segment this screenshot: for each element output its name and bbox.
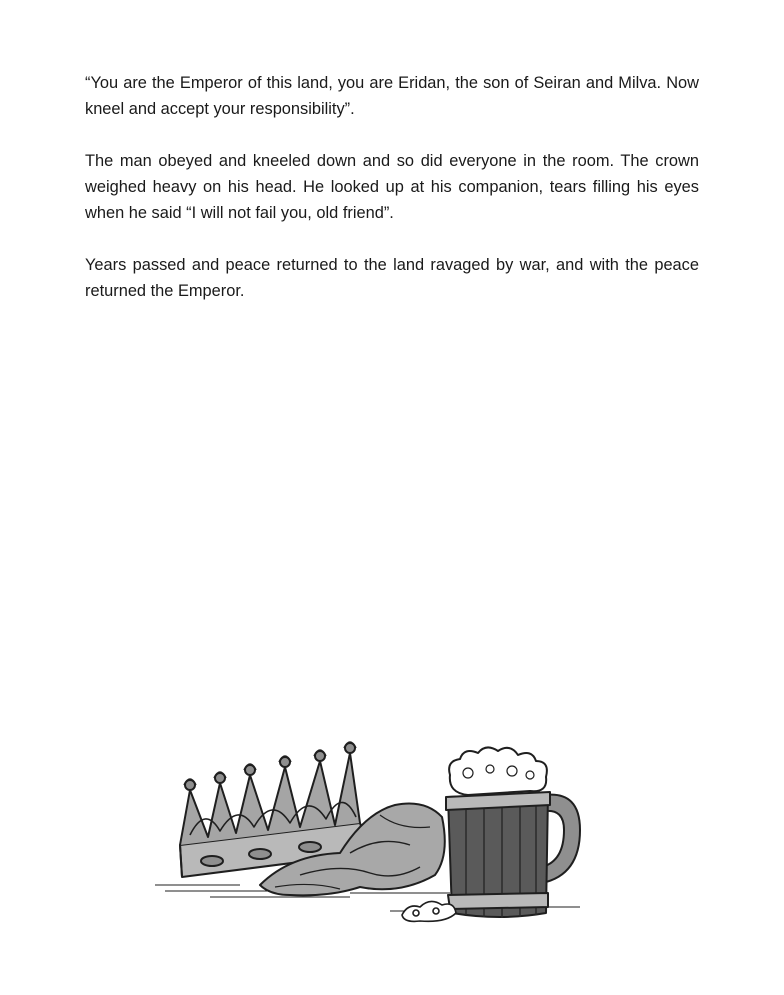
paragraph-coronation-speech: “You are the Emperor of this land, you are Eridan, the son of Seiran and Milva. Now kneel and accept your responsibility”. — [85, 74, 699, 118]
beer-mug-icon — [446, 747, 580, 918]
paragraph-peace: Years passed and peace returned to the land ravaged by war, and with the peace returned the Emperor. — [85, 256, 699, 300]
paragraph-kneeling: The man obeyed and kneeled down and so did everyone in the room. The crown weighed heavy on his head. He looked up at his companion, tears filling his eyes when he said “I will not fail you, old friend”. — [85, 152, 699, 222]
story-text — [85, 70, 699, 330]
crown-and-mug-illustration — [150, 735, 610, 930]
foam-icon — [402, 901, 456, 921]
